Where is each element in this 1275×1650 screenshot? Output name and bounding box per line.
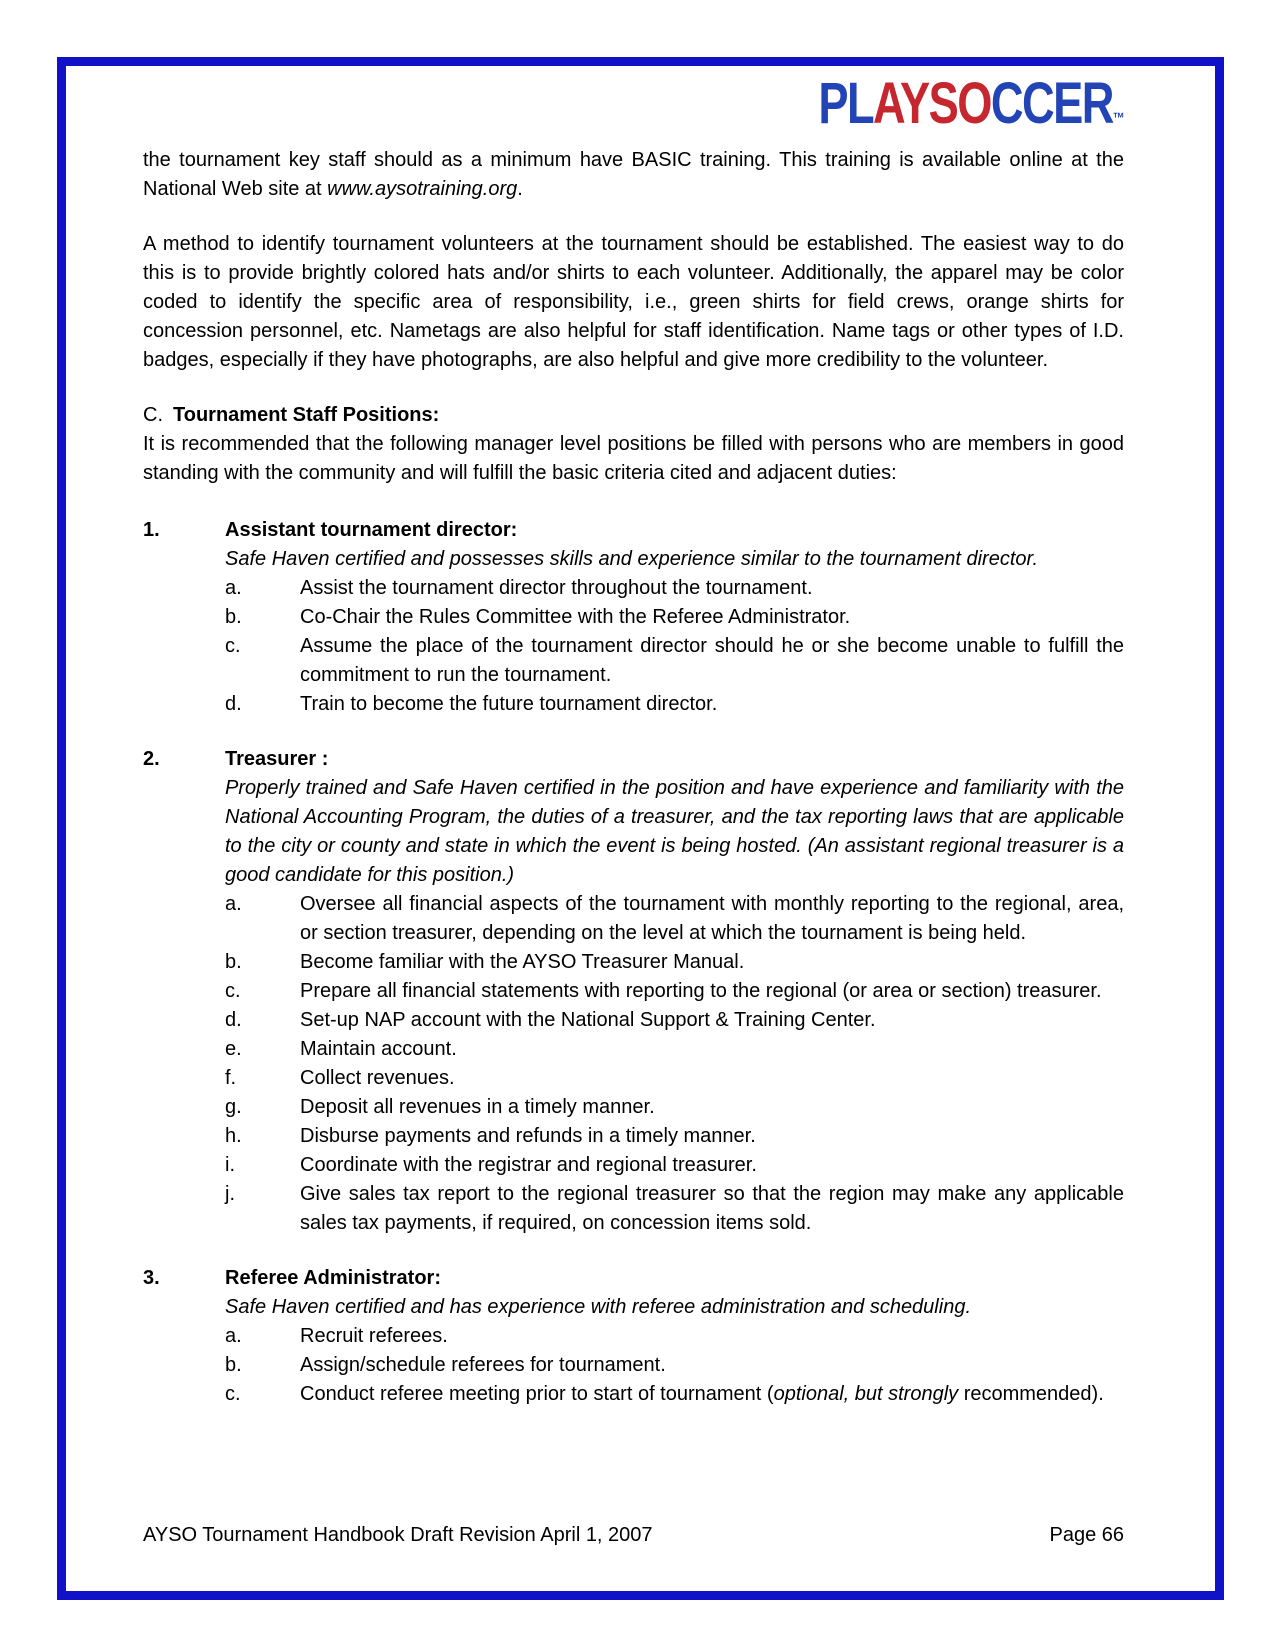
section-c-title: Tournament Staff Positions: bbox=[173, 404, 440, 426]
item-letter: f. bbox=[225, 1067, 237, 1089]
item-letter: d. bbox=[225, 693, 242, 715]
position-section-treasurer bbox=[143, 745, 1124, 1238]
list-item bbox=[143, 690, 1124, 719]
item-letter: c. bbox=[225, 1383, 241, 1405]
item-text: Oversee all financial aspects of the tournament with monthly reporting to the regional, area, or section treasurer, depending on the level at which the tournament is being held. bbox=[300, 893, 1124, 944]
item-letter: i. bbox=[225, 1154, 235, 1176]
section-c-heading bbox=[143, 401, 1124, 430]
item-text: recommended). bbox=[958, 1383, 1104, 1405]
item-text: Co-Chair the Rules Committee with the Referee Administrator. bbox=[300, 606, 851, 628]
item-letter: a. bbox=[225, 577, 242, 599]
logo-segment-red-ayso: AYSO bbox=[873, 71, 992, 136]
position-title-row bbox=[143, 1264, 1124, 1293]
list-item bbox=[143, 574, 1124, 603]
list-item bbox=[143, 632, 1124, 690]
list-item bbox=[143, 890, 1124, 948]
item-text: Collect revenues. bbox=[300, 1067, 455, 1089]
item-text: Coordinate with the registrar and regional treasurer. bbox=[300, 1154, 757, 1176]
position-title: Assistant tournament director: bbox=[225, 519, 518, 541]
list-item bbox=[143, 1035, 1124, 1064]
list-item bbox=[143, 1380, 1124, 1409]
list-item bbox=[143, 1006, 1124, 1035]
page-footer bbox=[143, 1521, 1124, 1550]
item-letter: e. bbox=[225, 1038, 242, 1060]
list-item bbox=[143, 1151, 1124, 1180]
list-item bbox=[143, 603, 1124, 632]
item-letter: d. bbox=[225, 1009, 242, 1031]
playsoccer-logo bbox=[732, 70, 1125, 137]
position-number: 2. bbox=[143, 748, 160, 770]
item-text: Recruit referees. bbox=[300, 1325, 448, 1347]
footer-document-title: AYSO Tournament Handbook Draft Revision April 1, 2007 bbox=[143, 1524, 653, 1546]
item-text: Give sales tax report to the regional treasurer so that the region may make any applicable sales tax payments, if required, on concession items sold. bbox=[300, 1183, 1124, 1234]
item-letter: g. bbox=[225, 1096, 242, 1118]
logo-segment-blue: PL bbox=[818, 71, 874, 136]
section-c-label: C. bbox=[143, 404, 163, 426]
list-item bbox=[143, 1122, 1124, 1151]
footer-page-number: Page 66 bbox=[1049, 1524, 1124, 1546]
playsoccer-logo-text bbox=[819, 70, 1125, 137]
position-title: Referee Administrator: bbox=[225, 1267, 441, 1289]
position-number: 1. bbox=[143, 519, 160, 541]
position-number: 3. bbox=[143, 1267, 160, 1289]
item-letter: h. bbox=[225, 1125, 242, 1147]
section-c-body: It is recommended that the following manager level positions be filled with persons who are members in good standing with the community and will fulfill the basic criteria cited and adjacent duties: bbox=[143, 433, 1124, 484]
item-text: Deposit all revenues in a timely manner. bbox=[300, 1096, 655, 1118]
item-text: Train to become the future tournament director. bbox=[300, 693, 718, 715]
item-letter: a. bbox=[225, 1325, 242, 1347]
item-letter: b. bbox=[225, 951, 242, 973]
list-item bbox=[143, 1180, 1124, 1238]
trademark-symbol: ™ bbox=[1113, 110, 1125, 127]
list-item bbox=[143, 1351, 1124, 1380]
list-item bbox=[143, 1322, 1124, 1351]
intro-paragraph-1-text: the tournament key staff should as a minimum have BASIC training. This training is available online at the National Web site at bbox=[143, 149, 1124, 200]
item-text: Disburse payments and refunds in a timely manner. bbox=[300, 1125, 756, 1147]
position-title-row bbox=[143, 745, 1124, 774]
list-item bbox=[143, 977, 1124, 1006]
item-letter: b. bbox=[225, 1354, 242, 1376]
item-text: Maintain account. bbox=[300, 1038, 457, 1060]
item-letter: b. bbox=[225, 606, 242, 628]
item-text: Assist the tournament director throughout the tournament. bbox=[300, 577, 813, 599]
item-letter: c. bbox=[225, 980, 241, 1002]
logo-segment-blue: CCER bbox=[991, 71, 1114, 136]
item-letter: a. bbox=[225, 893, 242, 915]
item-text: Conduct referee meeting prior to start of tournament ( bbox=[300, 1383, 774, 1405]
item-letter: j. bbox=[225, 1183, 235, 1205]
intro-paragraph-1 bbox=[143, 146, 1124, 204]
item-text-italic: optional, but strongly bbox=[773, 1383, 959, 1405]
item-text: Become familiar with the AYSO Treasurer Manual. bbox=[300, 951, 745, 973]
position-description: Safe Haven certified and has experience with referee administration and scheduling. bbox=[225, 1296, 971, 1318]
position-section-assistant-tournament-director bbox=[143, 516, 1124, 719]
training-url: www.aysotraining.org bbox=[327, 178, 518, 200]
item-text: Set-up NAP account with the National Support & Training Center. bbox=[300, 1009, 876, 1031]
position-description: Properly trained and Safe Haven certified in the position and have experience and familiarity with the National Accounting Program, the duties of a treasurer, and the tax reporting laws that are applicable to the city or county and state in which the event is being hosted. (An assistant regional treasurer is a good candidate for this position.) bbox=[225, 777, 1124, 886]
position-section-referee-administrator bbox=[143, 1264, 1124, 1409]
list-item bbox=[143, 948, 1124, 977]
position-description: Safe Haven certified and possesses skills and experience similar to the tournament director. bbox=[225, 548, 1038, 570]
item-text: Prepare all financial statements with reporting to the regional (or area or section) treasurer. bbox=[300, 980, 1102, 1002]
page-body bbox=[143, 146, 1124, 1435]
item-letter: c. bbox=[225, 635, 241, 657]
intro-paragraph-1-period: . bbox=[517, 178, 523, 200]
position-title-row bbox=[143, 516, 1124, 545]
list-item bbox=[143, 1093, 1124, 1122]
item-text: Assume the place of the tournament director should he or she become unable to fulfill the commitment to run the tournament. bbox=[300, 635, 1124, 686]
list-item bbox=[143, 1064, 1124, 1093]
position-title: Treasurer : bbox=[225, 748, 329, 770]
item-text: Assign/schedule referees for tournament. bbox=[300, 1354, 666, 1376]
intro-paragraph-2: A method to identify tournament volunteers at the tournament should be established. The easiest way to do this is to provide brightly colored hats and/or shirts to each volunteer. Additionally, the apparel may be color coded to identify the specific area of responsibility, i.e., green shirts for field crews, orange shirts for concession personnel, etc. Nametags are also helpful for staff identification. Name tags or other types of I.D. badges, especially if they have photographs, are also helpful and give more credibility to the volunteer. bbox=[143, 233, 1124, 371]
